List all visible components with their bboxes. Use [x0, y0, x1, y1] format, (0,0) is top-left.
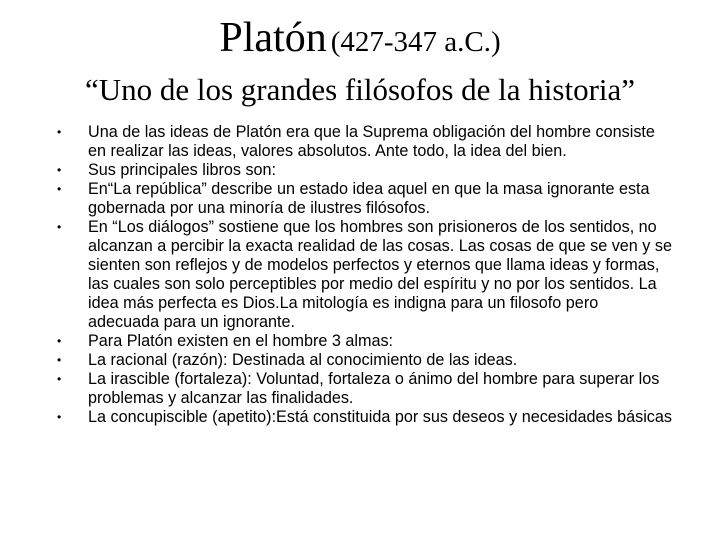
bullet-list — [52, 123, 672, 427]
bullet-item — [52, 123, 672, 161]
bullet-dot-icon: • — [57, 125, 62, 139]
bullet-item — [52, 161, 672, 180]
title-dates: (427-347 a.C.) — [330, 26, 501, 58]
bullet-item — [52, 332, 672, 351]
bullet-item — [52, 180, 672, 218]
bullet-text: Para Platón existen en el hombre 3 almas: — [88, 332, 394, 350]
slide-subtitle: “Uno de los grandes filósofos de la historia” — [84, 72, 636, 107]
bullet-text: La concupiscible (apetito):Está constituida por sus deseos y necesidades básicas — [88, 408, 672, 426]
bullet-text: Una de las ideas de Platón era que la Suprema obligación del hombre consiste en realizar las ideas, valores absolutos. Ante todo, la idea del bien. — [88, 123, 655, 160]
bullet-item — [52, 218, 672, 332]
title-name: Platón — [219, 15, 327, 61]
bullet-dot-icon: • — [57, 334, 62, 348]
bullet-text: Sus principales libros son: — [88, 161, 277, 179]
bullet-dot-icon: • — [57, 372, 62, 386]
bullet-dot-icon: • — [57, 220, 62, 234]
bullet-item — [52, 351, 672, 370]
slide-title — [0, 14, 720, 62]
bullet-dot-icon: • — [57, 353, 62, 367]
bullet-text: En “Los diálogos” sostiene que los hombres son prisioneros de los sentidos, no alcanzan a percibir la exacta realidad de las cosas. Las cosas de que se ven y se sienten son reflejos y de modelos perfectos y eternos que llama ideas y formas, las cuales son solo perceptibles por medio del espíritu y no por los sentidos. La idea más perfecta es Dios.La mitología es indigna para un filosofo pero adecuada para un ignorante. — [88, 218, 672, 331]
bullet-item — [52, 370, 672, 408]
bullet-text: La racional (razón): Destinada al conocimiento de las ideas. — [88, 351, 518, 369]
bullet-dot-icon: • — [57, 410, 62, 424]
bullet-item — [52, 408, 672, 427]
bullet-text: En“La república” describe un estado idea aquel en que la masa ignorante esta gobernada por una minoría de ilustres filósofos. — [88, 180, 650, 217]
bullet-dot-icon: • — [57, 182, 62, 196]
bullet-dot-icon: • — [57, 163, 62, 177]
bullet-text: La irascible (fortaleza): Voluntad, fortaleza o ánimo del hombre para superar los problemas y alcanzar las finalidades. — [88, 370, 660, 407]
